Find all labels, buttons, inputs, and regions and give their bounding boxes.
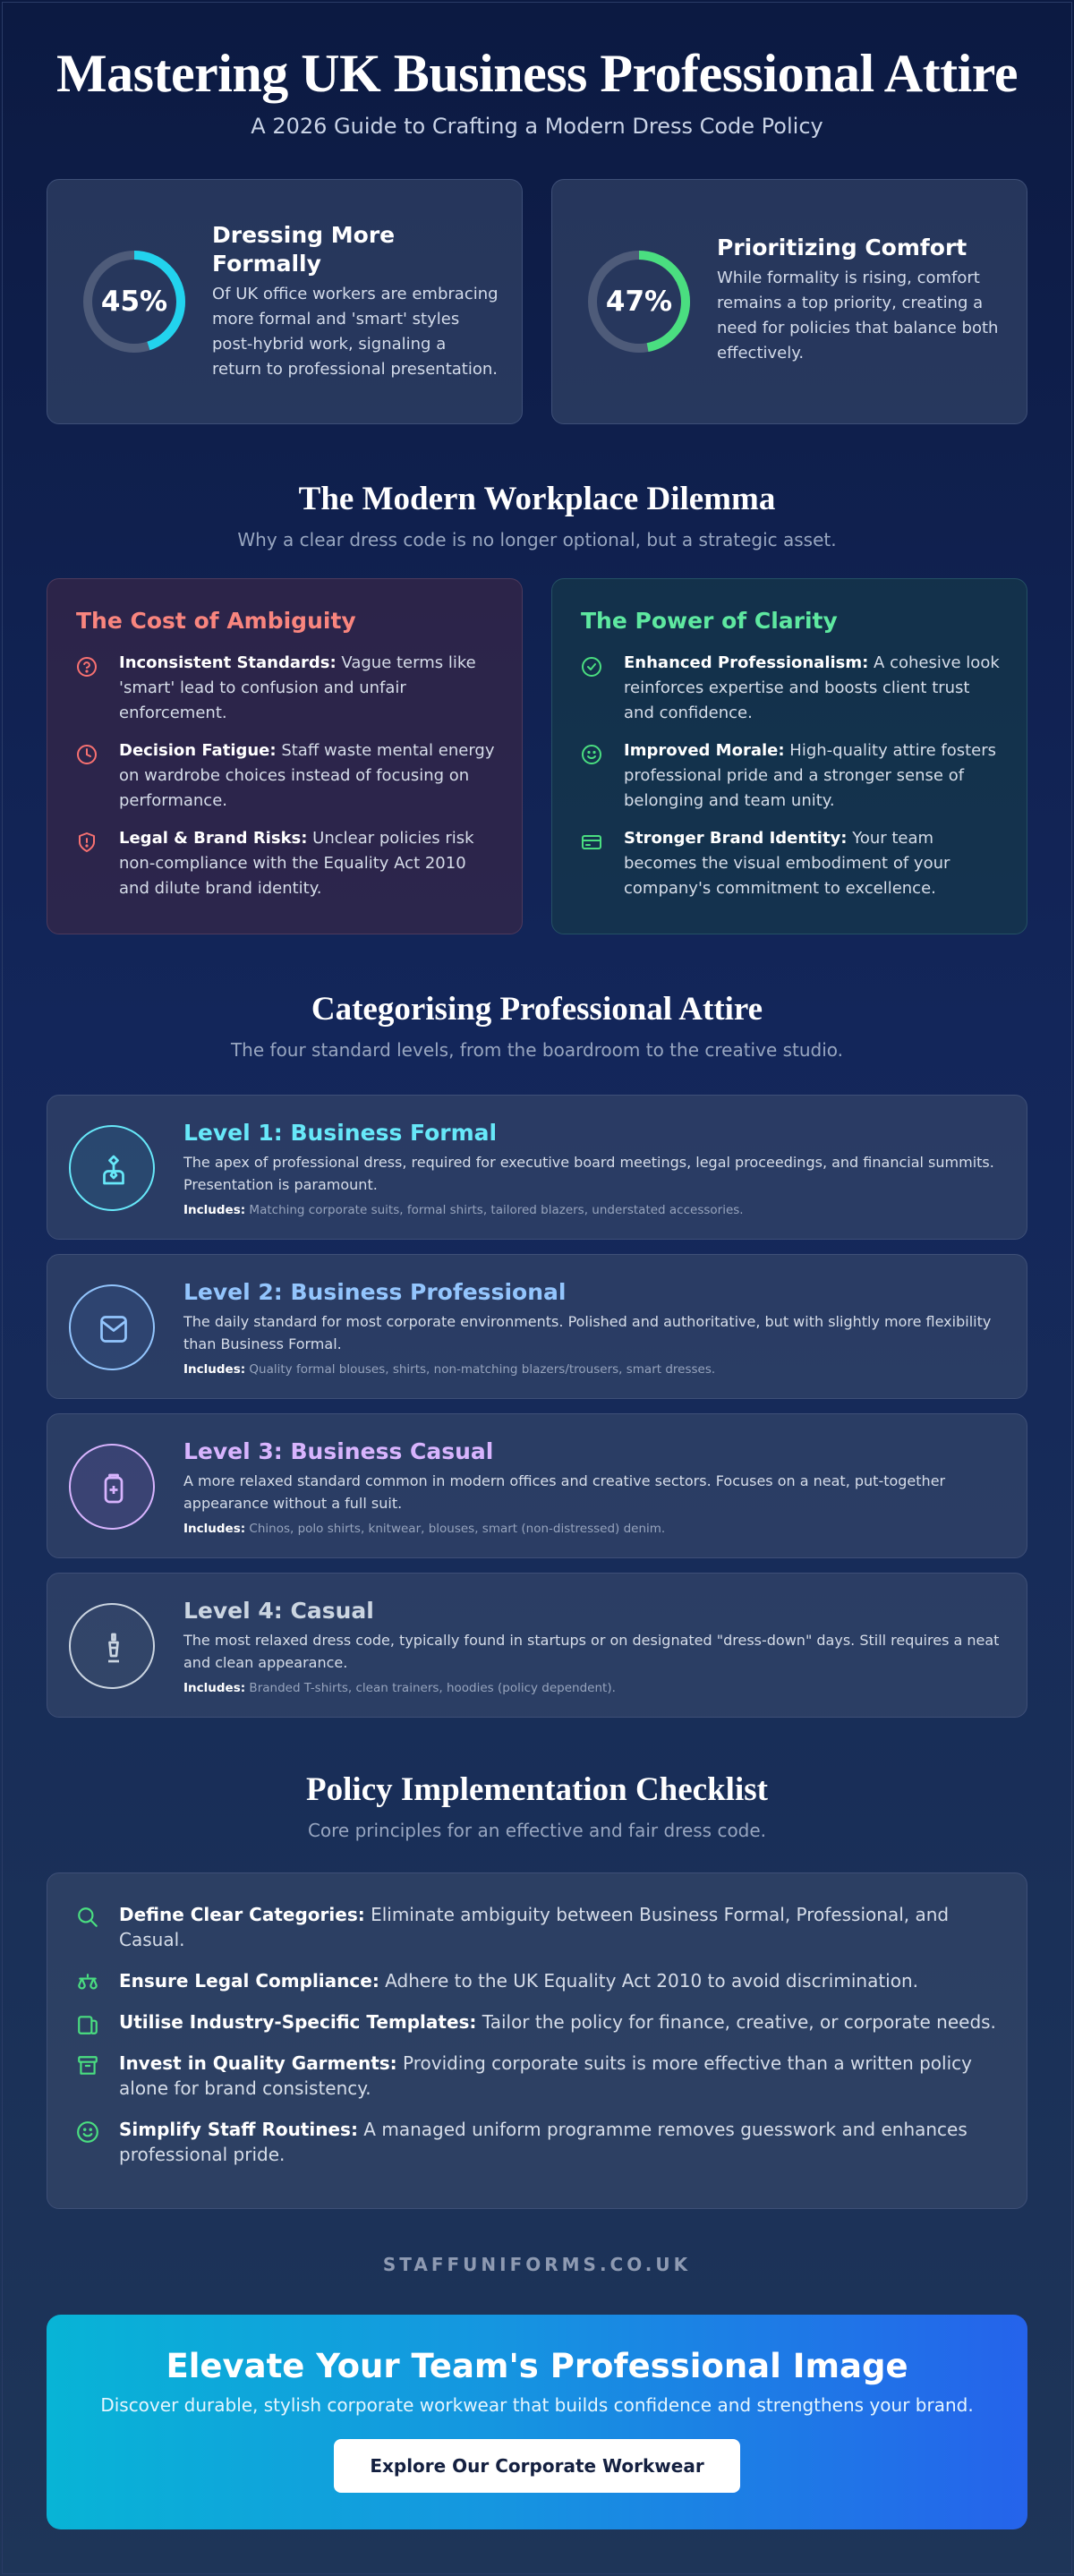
- level-includes: Includes: Matching corporate suits, formal shirts, tailored blazers, understated accessories.: [183, 1203, 744, 1217]
- shirt-icon: [98, 1313, 130, 1345]
- level-description: The most relaxed dress code, typically found in startups or on designated "dress-down" days. Still requires a neat and clean appearance.: [183, 1632, 1000, 1671]
- question-circle-icon: [76, 656, 98, 678]
- level-badge: [69, 1444, 155, 1530]
- level-includes: Includes: Chinos, polo shirts, knitwear, blouses, smart (non-distressed) denim.: [183, 1522, 666, 1536]
- level-title: Level 1: Business Formal: [183, 1120, 498, 1146]
- checklist-item: Utilise Industry-Specific Templates: Tailor the policy for finance, creative, or corporate needs.: [76, 2009, 998, 2034]
- stat-percent: 45%: [100, 286, 168, 318]
- cost-of-ambiguity-card: [47, 578, 523, 934]
- brand-name: STAFFUNIFORMS.CO.UK: [382, 2254, 692, 2275]
- stat-title: Dressing More Formally: [212, 222, 396, 277]
- page-subtitle: A 2026 Guide to Crafting a Modern Dress Code Policy: [251, 114, 823, 139]
- shield-alert-icon: [76, 832, 98, 853]
- categories-heading: [0, 990, 1074, 1061]
- stat-body: Of UK office workers are embracing more formal and 'smart' styles post-hybrid work, signaling a return to professional presentation.: [212, 285, 499, 379]
- list-item: Legal & Brand Risks: Unclear policies risk non-compliance with the Equality Act 2010 and dilute brand identity.: [76, 826, 497, 901]
- tshirt-icon: [98, 1632, 130, 1664]
- card-title: The Power of Clarity: [581, 608, 838, 634]
- checklist-item: Ensure Legal Compliance: Adhere to the UK Equality Act 2010 to avoid discrimination.: [76, 1968, 998, 1993]
- section-title: Categorising Professional Attire: [311, 991, 763, 1028]
- stat-title: Prioritizing Comfort: [717, 235, 967, 260]
- stat-body: While formality is rising, comfort remains a top priority, creating a need for policies that balance both effectively.: [717, 269, 999, 363]
- checklist-item: Invest in Quality Garments: Providing corporate suits is more effective than a written policy alone for brand consistency.: [76, 2051, 998, 2101]
- level-card-casual: [47, 1573, 1027, 1718]
- dilemma-heading: [0, 480, 1074, 550]
- explore-workwear-button[interactable]: Explore Our Corporate Workwear: [334, 2439, 740, 2493]
- smile-icon: [581, 744, 602, 765]
- level-title: Level 4: Casual: [183, 1598, 374, 1624]
- level-card-business-formal: [47, 1095, 1027, 1240]
- level-title: Level 2: Business Professional: [183, 1279, 567, 1305]
- level-description: The daily standard for most corporate environments. Polished and authoritative, but with slightly more flexibility than Business Formal.: [183, 1313, 992, 1352]
- cta-text: Discover durable, stylish corporate workwear that builds confidence and strengthens your brand.: [100, 2394, 974, 2416]
- list-item: Improved Morale: High-quality attire fosters professional pride and a stronger sense of belonging and team unity.: [581, 738, 1002, 814]
- polo-shirt-icon: [98, 1472, 130, 1505]
- section-subtitle: The four standard levels, from the boardroom to the creative studio.: [230, 1039, 844, 1061]
- search-icon: [76, 1906, 99, 1929]
- stat-percent: 47%: [605, 286, 673, 318]
- list-item: Inconsistent Standards: Vague terms like 'smart' lead to confusion and unfair enforcement.: [76, 651, 497, 726]
- section-subtitle: Why a clear dress code is no longer optional, but a strategic asset.: [237, 529, 837, 550]
- stat-card-comfort: [551, 179, 1027, 424]
- level-title: Level 3: Business Casual: [183, 1438, 494, 1464]
- checklist-heading: [0, 1770, 1074, 1841]
- id-card-icon: [581, 832, 602, 853]
- level-includes: Includes: Quality formal blouses, shirts, non-matching blazers/trousers, smart dresses.: [183, 1362, 716, 1377]
- suit-tie-icon: [98, 1154, 130, 1186]
- stat-card-formal: [47, 179, 523, 424]
- level-badge: [69, 1125, 155, 1211]
- cta-banner: [47, 2315, 1027, 2529]
- power-of-clarity-card: [551, 578, 1027, 934]
- level-includes: Includes: Branded T-shirts, clean trainers, hoodies (policy dependent).: [183, 1681, 616, 1695]
- section-subtitle: Core principles for an effective and fair dress code.: [307, 1820, 767, 1841]
- level-card-business-professional: [47, 1254, 1027, 1399]
- smile-icon: [76, 2120, 99, 2144]
- level-badge: [69, 1284, 155, 1370]
- level-card-business-casual: [47, 1413, 1027, 1558]
- scales-icon: [76, 1972, 99, 1995]
- archive-box-icon: [76, 2054, 99, 2077]
- card-title: The Cost of Ambiguity: [76, 608, 356, 634]
- level-description: A more relaxed standard common in modern offices and creative sectors. Focuses on a neat, put-together appearance without a full suit.: [183, 1472, 946, 1512]
- checklist-item: Define Clear Categories: Eliminate ambiguity between Business Formal, Professional, and Casual.: [76, 1902, 998, 1952]
- checklist-item: Simplify Staff Routines: A managed uniform programme removes guesswork and enhances professional pride.: [76, 2117, 998, 2167]
- page-title: Mastering UK Business Professional Attire: [56, 44, 1018, 103]
- page-header: [0, 43, 1074, 139]
- template-icon: [76, 2013, 99, 2036]
- check-circle-icon: [581, 656, 602, 678]
- policy-checklist-card: [47, 1872, 1027, 2209]
- list-item: Decision Fatigue: Staff waste mental energy on wardrobe choices instead of focusing on performance.: [76, 738, 497, 814]
- list-item: Stronger Brand Identity: Your team becomes the visual embodiment of your company's commitment to excellence.: [581, 826, 1002, 901]
- list-item: Enhanced Professionalism: A cohesive look reinforces expertise and boosts client trust and confidence.: [581, 651, 1002, 726]
- clock-icon: [76, 744, 98, 765]
- progress-ring-formal: [80, 247, 189, 356]
- section-title: The Modern Workplace Dilemma: [298, 481, 776, 517]
- cta-title: Elevate Your Team's Professional Image: [166, 2347, 908, 2385]
- section-title: Policy Implementation Checklist: [306, 1771, 768, 1808]
- level-badge: [69, 1603, 155, 1689]
- progress-ring-comfort: [584, 247, 694, 356]
- level-description: The apex of professional dress, required for executive board meetings, legal proceedings, and financial summits. Presentation is paramount.: [183, 1154, 994, 1193]
